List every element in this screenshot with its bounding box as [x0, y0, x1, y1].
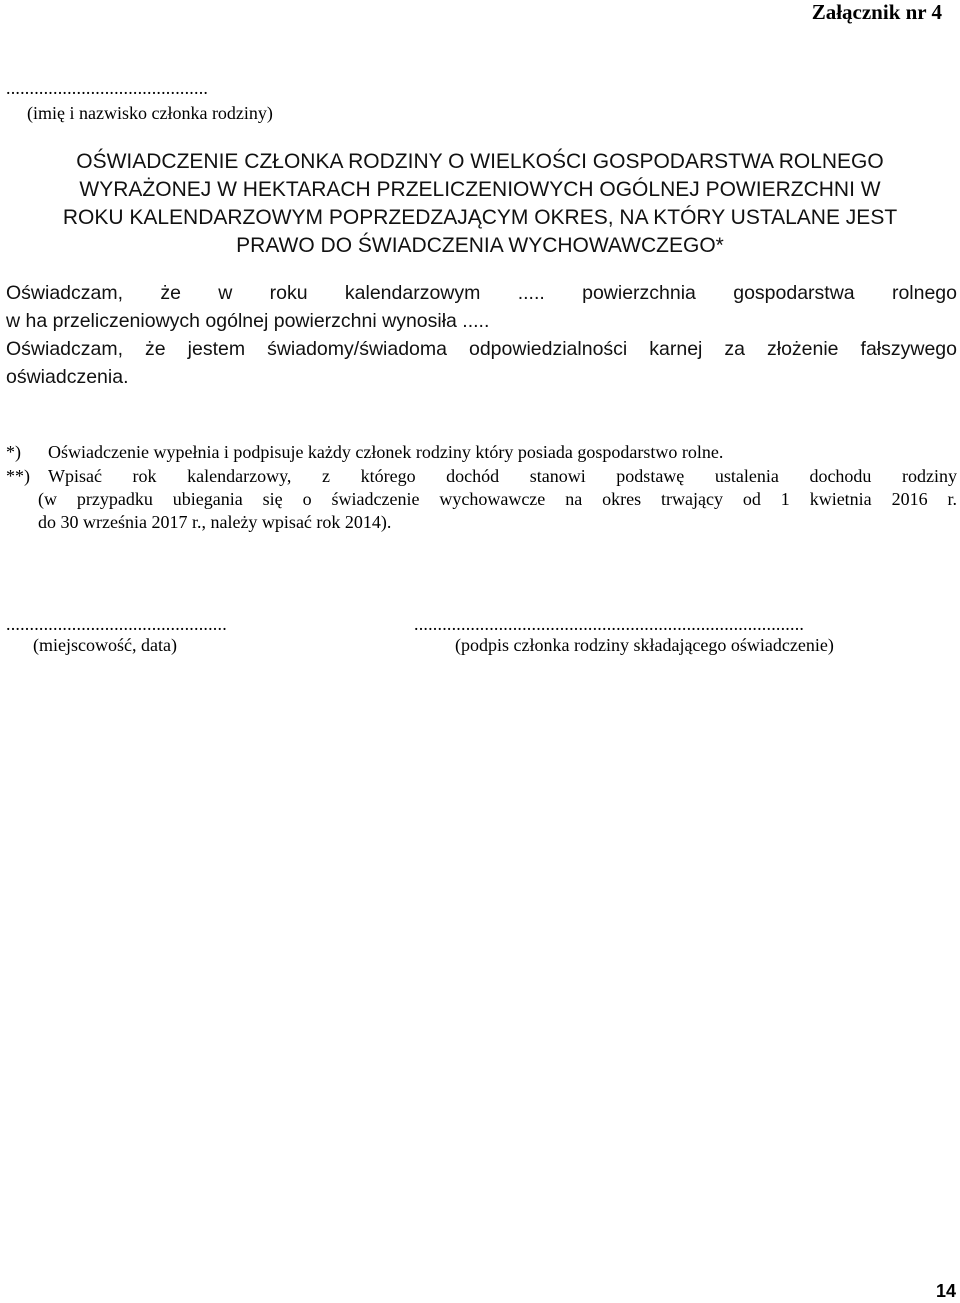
statement-line-1: Oświadczam, że w roku kalendarzowym ..... powierzchnia gospodarstwa rolnego [6, 282, 957, 304]
place-date-caption: (miejscowość, data) [33, 635, 177, 655]
family-member-name-field[interactable]: ........................................... [6, 78, 209, 98]
footnote-1-marker: *) [6, 442, 21, 462]
footnote-2-line-3: do 30 września 2017 r., należy wpisać rok 2014). [38, 512, 392, 532]
statement-line-4: oświadczenia. [6, 366, 129, 388]
title-line-2: WYRAŻONEJ W HEKTARACH PRZELICZENIOWYCH OGÓLNEJ POWIERZCHNI W [79, 178, 881, 201]
footnote-2-marker: **) [6, 466, 30, 486]
statement-line-3: Oświadczam, że jestem świadomy/świadoma odpowiedzialności karnej za złożenie fałszywego [6, 338, 957, 360]
footnotes [6, 441, 957, 534]
signature-caption: (podpis członka rodziny składającego oświadczenie) [455, 635, 834, 655]
statement-area [6, 279, 957, 391]
title-line-3: ROKU KALENDARZOWYM POPRZEDZAJĄCYM OKRES, NA KTÓRY USTALANE JEST [62, 206, 898, 229]
page-number: 14 [935, 1281, 956, 1301]
place-date-field[interactable]: ............................................... [6, 614, 227, 634]
title-line-1: OŚWIADCZENIE CZŁONKA RODZINY O WIELKOŚCI GOSPODARSTWA ROLNEGO [76, 150, 884, 173]
footnote-2-line-1: Wpisać rok kalendarzowy, z którego dochód stanowi podstawę ustalenia dochodu rodziny [48, 466, 957, 486]
footnote-1 [6, 441, 957, 464]
footnote-2 [6, 465, 957, 534]
statement-line-2: w ha przeliczeniowych ogólnej powierzchni wynosiła ..... [6, 310, 490, 332]
family-member-name-caption: (imię i nazwisko członka rodziny) [27, 103, 273, 123]
signature-field[interactable]: ................................................................................... [414, 614, 805, 634]
title-line-4: PRAWO DO ŚWIADCZENIA WYCHOWAWCZEGO* [236, 234, 724, 257]
document-title [0, 148, 960, 260]
attachment-label: Załącznik nr 4 [811, 0, 942, 24]
footnote-2-line-2: (w przypadku ubiegania się o świadczenie wychowawcze na okres trwający od 1 kwietnia 2016 r. [38, 489, 957, 509]
footnote-1-text: Oświadczenie wypełnia i podpisuje każdy członek rodziny który posiada gospodarstwo rolne. [48, 442, 724, 462]
